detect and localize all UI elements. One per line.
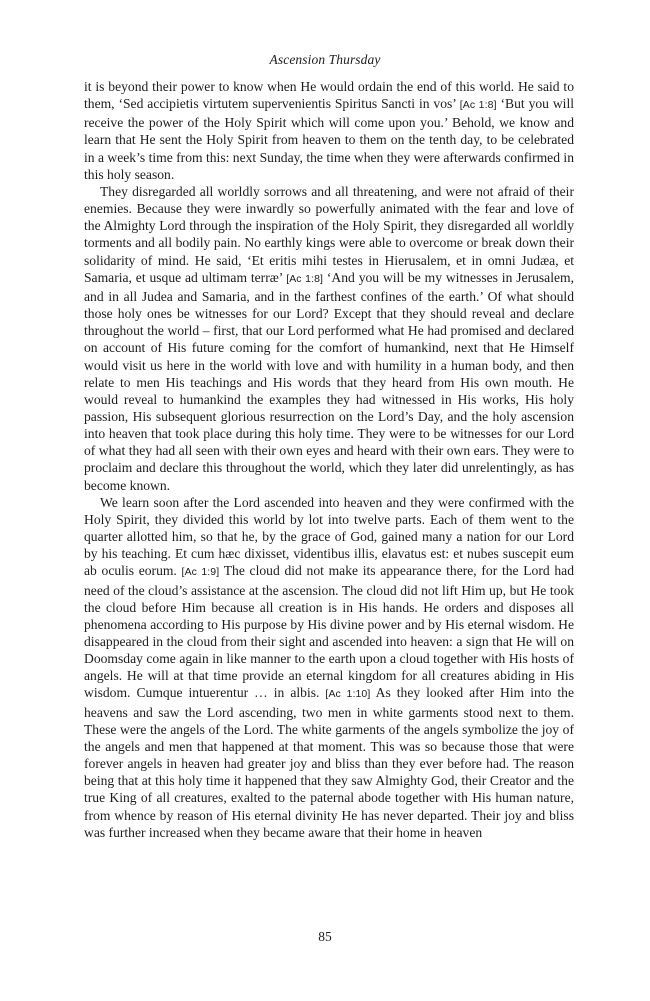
- paragraph-text: The cloud did not make its appearance there, for the Lord had need of the cloud’s assistance at the ascension. The cloud did not lift Him up, but He took the cloud before Him because all creation is in His hands. He orders and disposes all phenomena according to His purpose by His divine power and by His eternal wisdom. He disappeared in the cloud from their sight and ascended into heaven: a sign that He will on Doomsday come again in like manner to the earth upon a cloud together with His hosts of angels. He will at that time provide an eternal kingdom for all creatures abiding in His wisdom. Cumque intuerentur … in albis.: [84, 563, 575, 701]
- paragraph-text: They disregarded all worldly sorrows and all threatening, and were not afraid of their enemies. Because they were inwardly so powerfully animated with the fear and love of the Almighty Lord through the inspiration of the Holy Spirit, they disregarded all worldly torments and all bodily pain. No earthly kings were able to overcome or break down their solidarity of mind. He said, ‘Et eritis mihi testes in Hierusalem, et in omni Judæa, et Samaria, et usque ad ultimam terræ’: [84, 183, 574, 285]
- scripture-reference: [Ac 1:8]: [286, 272, 324, 285]
- paragraph: [84, 183, 574, 494]
- running-head: Ascension Thursday: [269, 52, 381, 67]
- paragraph-text: As they looked after Him into the heavens and saw the Lord ascending, two men in white garments stood next to them. These were the angels of the Lord. The white garments of the angels symbolize the joy of the angels and men that happened at that moment. This was so because those that were forever angels in heaven had greater joy and bliss than they ever before had. The reason being that at this holy time it happened that they saw Almighty God, their Creator and the true King of all creatures, exalted to the paternal abode together with His human nature, from whence by reason of His eternal divinity He has never departed. Their joy and bliss was further increased when they became aware that their home in heaven: [84, 685, 574, 840]
- body-text: [84, 78, 574, 841]
- paragraph-text: it is beyond their power to know when He would ordain the end of this world. He said to them, ‘Sed accipietis virtutem supervenientis Spiritus Sancti in vos’: [84, 79, 574, 112]
- paragraph-text: ‘But you will receive the power of the Holy Spirit which will come upon you.’ Behold, we know and learn that He sent the Holy Spirit from heaven to them on the tenth day, to be celebrated in a week’s time from this: next Sunday, the time when they were afterwards confirmed in this holy season.: [84, 96, 574, 182]
- page-number: 85: [318, 929, 332, 944]
- scripture-reference: [Ac 1:9]: [181, 566, 220, 579]
- paragraph-text: We learn soon after the Lord ascended into heaven and they were confirmed with the Holy Spirit, they divided this world by lot into twelve parts. Each of them went to the quarter allotted him, so that he, by the grace of God, gained many a nation for our Lord by his teaching. Et cum hæc dixisset, videntibus illis, elavatus est: et nubes suscepit eum ab oculis eorum.: [84, 494, 574, 579]
- scripture-reference: [Ac 1:8]: [459, 99, 497, 112]
- scripture-reference: [Ac 1:10]: [325, 688, 371, 701]
- paragraph: [84, 494, 574, 841]
- paragraph-text: ‘And you will be my witnesses in Jerusalem, and in all Judea and Samaria, and in the farthest confines of the earth.’ Of what should those holy ones be witnesses for our Lord? Except that they should reveal and declare throughout the world – first, that our Lord performed what He had promised and declared on account of His future coming for the comfort of humankind, next that He Himself would visit us here in the world with love and with humility in a human body, and then relate to men His teachings and His words that they heard from His own mouth. He would reveal to humankind the examples they had witnessed in His works, His holy passion, His subsequent glorious resurrection on the Lord’s Day, and the holy ascension into heaven that took place during this holy time. They were to be witnesses for our Lord of what they had all seen with their own eyes and heard with their own ears. They were to proclaim and declare this throughout the world, which they later did unrelentingly, as has become known.: [84, 269, 574, 493]
- paragraph: [84, 78, 574, 183]
